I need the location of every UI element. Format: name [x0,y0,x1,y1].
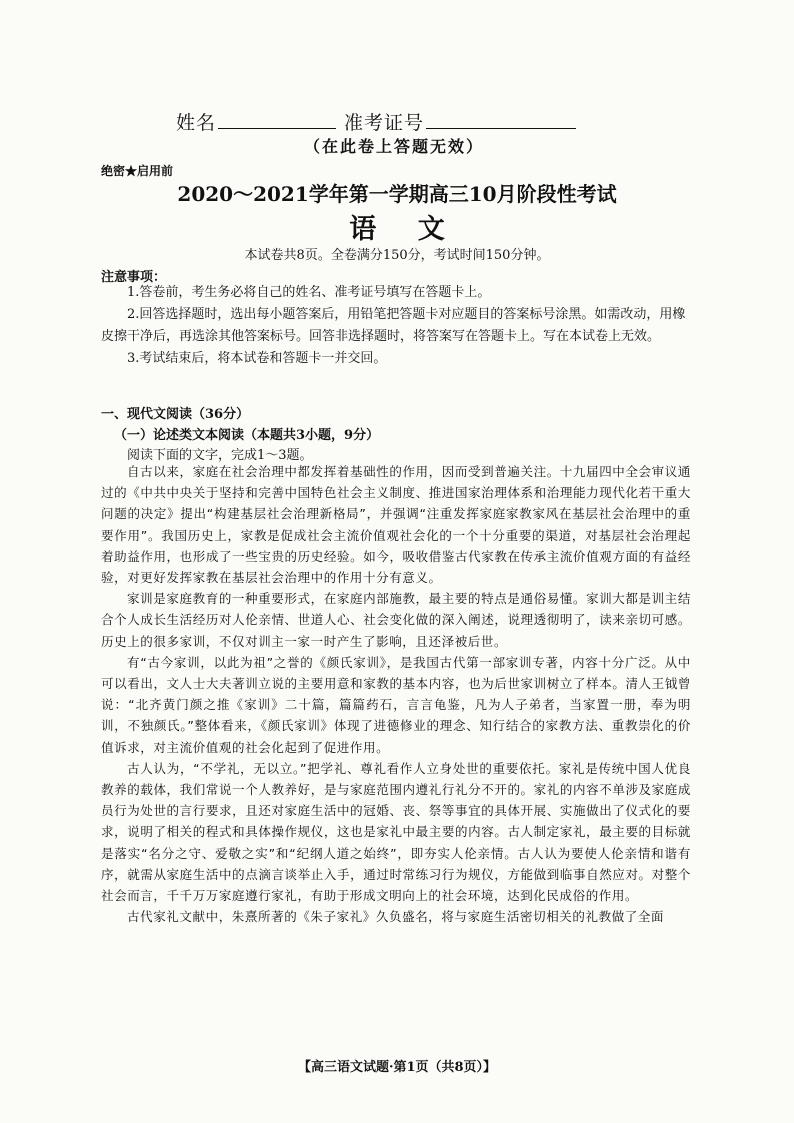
candidate-info-line [176,108,576,135]
reading-instruction: 阅读下面的文字，完成1～3题。 [127,448,313,463]
note-item: 2.回答选择题时，选出每小题答案后，用铅笔把答题卡对应题目的答案标号涂黑。如需改动，用橡皮擦干净后，再选涂其他答案标号。回答非选择题时，将答案写在答题卡上。写在本试卷上无效。 [101,307,686,344]
notes-list [101,282,691,370]
subsection-title: （一）论述类文本阅读（本题共3小题，9分） [114,428,380,443]
exam-info: 本试卷共8页。全卷满分150分，考试时间150分钟。 [244,248,550,263]
secret-label: 绝密★启用前 [101,164,174,178]
exam-number-label: 准考证号 [344,112,425,134]
section-title: 一、现代文阅读（36分） [101,407,250,422]
article-paragraph: 古代家礼文献中，朱熹所著的《朱子家礼》久负盛名，将与家庭生活密切相关的礼教做了全面 [127,909,665,925]
name-label: 姓名 [176,112,217,134]
exam-title: 2020～2021学年第一学期高三10月阶段性考试 [177,182,617,206]
page-footer: 【高三语文试题·第1页（共8页）】 [297,1060,497,1075]
article-paragraph: 家训是家庭教育的一种重要形式，在家庭内部施教，最主要的特点是通俗易懂。家训大都是训主结合个人成长生活经历对人伦亲情、世道人心、社会变化做的深入阐述，说理透彻明了，读来亲切可感。历史上的很多家训，不仅对训主一家一时产生了影响，且还泽被后世。 [101,591,691,649]
name-blank [218,110,336,129]
notes-heading: 注意事项： [101,270,167,285]
article-paragraph: 有“古今家训，以此为祖”之誉的《颜氏家训》，是我国古代第一部家训专著，内容十分广泛。从中可以看出，文人士大夫著训立说的主要用意和家教的基本内容，也为后世家训树立了样本。清人王钺曾说：“北齐黄门颜之推《家训》二十篇，篇篇药石，言言龟鉴，凡为人子弟者，当家置一册，奉为明训，不独颜氏。”整体看来，《颜氏家训》体现了进德修业的理念、知行结合的家教方法、重教崇化的价值诉求，对主流价值观的社会化起到了促进作用。 [101,654,691,755]
subject-title: 语 文 [349,214,461,245]
article-paragraph: 自古以来，家庭在社会治理中都发挥着基础性的作用，因而受到普遍关注。十九届四中全会审议通过的《中共中央关于坚持和完善中国特色社会主义制度、推进国家治理体系和治理能力现代化若干重大问题的决定》提出“构建基层社会治理新格局”，并强调“注重发挥家庭家教家风在基层社会治理中的重要作用”。我国历史上，家教是促成社会主流价值观社会化的一个十分重要的渠道，对基层社会治理起着助益作用，也形成了一些宝贵的历史经验。如今，吸收借鉴古代家教在传承主流价值观方面的有益经验，对更好发挥家教在基层社会治理中的作用十分有意义。 [101,464,691,586]
no-answer-note: （在此卷上答题无效） [304,137,485,156]
article-paragraph: 古人认为，“不学礼，无以立。”把学礼、尊礼看作人立身处世的重要依托。家礼是传统中国人优良教养的载体，我们常说一个人教养好，是与家庭范围内遵礼行礼分不开的。家礼的内容不单涉及家庭成员行为处世的言行要求，且还对家庭生活中的冠婚、丧、祭等事宜的具体开展、实施做出了仪式化的要求，说明了相关的程式和具体操作规仪，这也是家礼中最主要的内容。古人制定家礼，最主要的目标就是落实“名分之守、爱敬之实”和“纪纲人道之始终”，即夯实人伦亲情。古人认为要使人伦亲情和谐有序，就需从家庭生活中的点滴言谈举止入手，通过时常练习行为规仪，方能做到临事自然应对。对整个社会而言，千千万万家庭遵行家礼，有助于形成文明向上的社会环境，达到化民成俗的作用。 [101,760,691,904]
note-item: 1.答卷前，考生务必将自己的姓名、准考证号填写在答题卡上。 [127,285,491,300]
exam-number-blank [426,110,576,129]
reading-article [101,461,691,927]
note-item: 3.考试结束后，将本试卷和答题卡一并交回。 [127,351,387,366]
